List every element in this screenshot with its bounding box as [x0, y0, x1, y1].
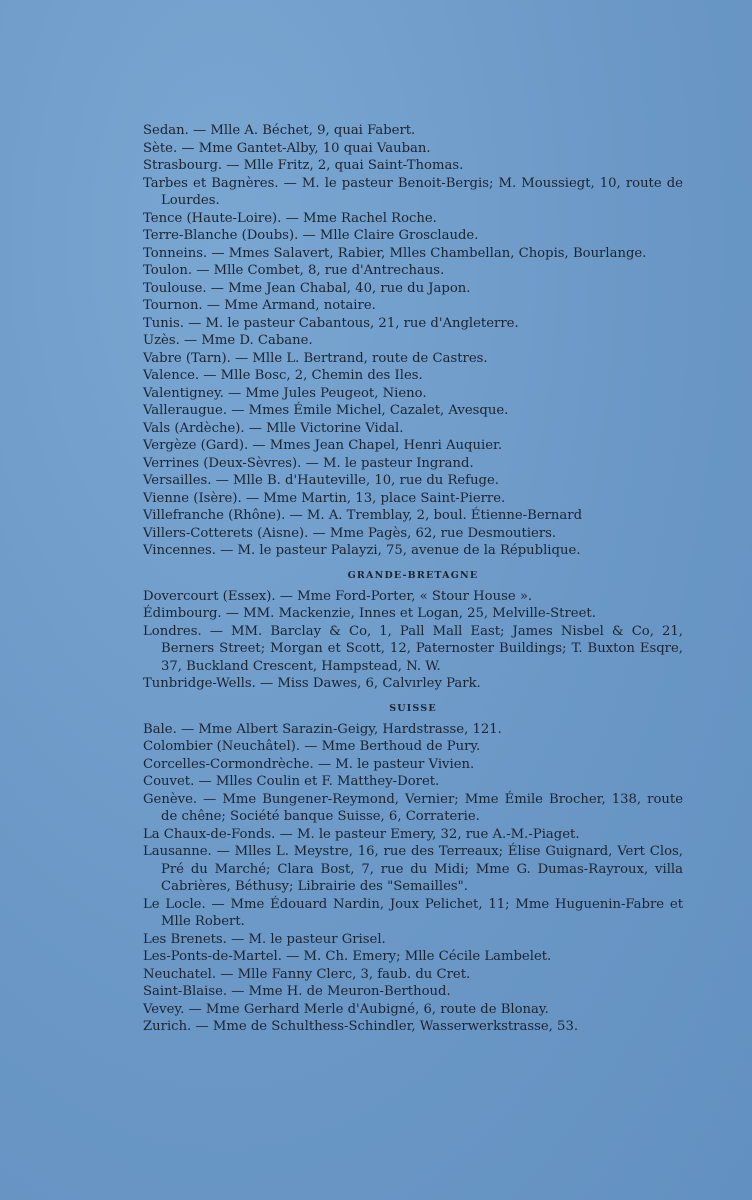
list-entry: Tournon. — Mme Armand, notaire. [143, 298, 376, 313]
list-entry: Zurich. — Mme de Schulthess-Schindler, Wasserwerkstrasse, 53. [143, 1019, 579, 1034]
list-entry: Londres. — MM. Barclay & Co, 1, Pall Mall East; James Nisbel & Co, 21, Berners Street; Morgan et Scott, 12, Paternoster Buildings; T. Buxton Esqre, 37, Buckland Crescent, Hampstead, N. W. [143, 623, 683, 674]
list-entry: Tarbes et Bagnères. — M. le pasteur Benoit-Bergis; M. Moussiegt, 10, route de Lourdes. [143, 175, 683, 208]
list-entry: Sedan. — Mlle A. Béchet, 9, quai Fabert. [143, 123, 416, 138]
list-entry: Uzès. — Mme D. Cabane. [143, 333, 313, 348]
list-entry: Verrines (Deux-Sèvres). — M. le pasteur Ingrand. [143, 455, 474, 471]
list-entry: Dovercourt (Essex). — Mme Ford-Porter, « Stour House ». [143, 588, 533, 604]
list-entry: Vergèze (Gard). — Mmes Jean Chapel, Henri Auquier. [143, 438, 503, 453]
list-entry: Les-Ponts-de-Martel. — M. Ch. Emery; Mlle Cécile Lambelet. [143, 949, 552, 964]
list-entry: Terre-Blanche (Doubs). — Mlle Claire Grosclaude. [143, 228, 479, 243]
list-entry: Sète. — Mme Gantet-Alby, 10 quai Vauban. [143, 140, 431, 156]
section-heading-gb: GRANDE-BRETAGNE [347, 569, 479, 581]
section-heading-ch: SUISSE [389, 702, 437, 714]
list-entry: Valence. — Mlle Bosc, 2, Chemin des Iles. [143, 368, 423, 383]
list-entry: Toulon. — Mlle Combet, 8, rue d'Antrechaus. [143, 263, 445, 278]
list-entry: Neuchatel. — Mlle Fanny Clerc, 3, faub. du Cret. [143, 966, 471, 982]
list-entry: Valentigney. — Mme Jules Peugeot, Nieno. [143, 385, 427, 401]
list-entry: Édimbourg. — MM. Mackenzie, Innes et Logan, 25, Melville-Street. [143, 606, 596, 621]
list-entry: Tunbridge-Wells. — Miss Dawes, 6, Calvırley Park. [143, 676, 481, 691]
list-entry: Lausanne. — Mlles L. Meystre, 16, rue des Terreaux; Élise Guignard, Vert Clos, Pré du Marché; Clara Bost, 7, rue du Midi; Mme G. Dumas-Rayroux, villa Cabrières, Béthusy; Librairie des "Semailles". [143, 844, 683, 894]
list-entry: Vabre (Tarn). — Mlle L. Bertrand, route de Castres. [143, 350, 488, 366]
france-section [143, 122, 683, 560]
list-entry: Bale. — Mme Albert Sarazin-Geigy, Hardstrasse, 121. [143, 721, 502, 737]
list-entry: Couvet. — Mlles Coulin et F. Matthey-Doret. [143, 774, 440, 789]
list-entry: Tonneins. — Mmes Salavert, Rabier, Mlles Chambellan, Chopis, Bourlange. [143, 245, 647, 261]
list-entry: La Chaux-de-Fonds. — M. le pasteur Emery, 32, rue A.-M.-Piaget. [143, 826, 580, 842]
list-entry: Vevey. — Mme Gerhard Merle d'Aubigné, 6, route de Blonay. [143, 1001, 549, 1017]
list-entry: Le Locle. — Mme Édouard Nardin, Joux Pelichet, 11; Mme Huguenin-Fabre et Mlle Robert. [143, 896, 683, 929]
list-entry: Versailles. — Mlle B. d'Hauteville, 10, rue du Refuge. [143, 473, 499, 488]
list-entry: Strasbourg. — Mlle Fritz, 2, quai Saint-Thomas. [143, 158, 464, 173]
list-entry: Saint-Blaise. — Mme H. de Meuron-Berthoud. [143, 984, 451, 999]
list-entry: Toulouse. — Mme Jean Chabal, 40, rue du Japon. [143, 280, 471, 296]
list-entry: Vincennes. — M. le pasteur Palayzi, 75, avenue de la République. [143, 543, 581, 558]
list-entry: Tunis. — M. le pasteur Cabantous, 21, rue d'Angleterre. [143, 315, 519, 331]
list-entry: Vienne (Isère). — Mme Martin, 13, place Saint-Pierre. [143, 490, 506, 506]
ch-section [143, 721, 683, 1036]
list-entry: Valleraugue. — Mmes Émile Michel, Cazalet, Avesque. [143, 403, 509, 418]
list-entry: Tence (Haute-Loire). — Mme Rachel Roche. [143, 210, 437, 226]
list-entry: Villers-Cotterets (Aisne). — Mme Pagès, 62, rue Desmoutiers. [143, 525, 557, 541]
list-entry: Vals (Ardèche). — Mlle Victorine Vidal. [143, 420, 404, 436]
list-entry: Les Brenets. — M. le pasteur Grisel. [143, 931, 386, 947]
list-entry: Corcelles-Cormondrèche. — M. le pasteur Vivien. [143, 756, 475, 772]
gb-section [143, 588, 683, 693]
list-entry: Villefranche (Rhône). — M. A. Tremblay, 2, boul. Étienne-Bernard [143, 508, 583, 523]
list-entry: Colombier (Neuchâtel). — Mme Berthoud de Pury. [143, 739, 481, 754]
address-list [143, 122, 683, 1036]
list-entry: Genève. — Mme Bungener-Reymond, Vernier; Mme Émile Brocher, 138, route de chêne; Société banque Suisse, 6, Corraterie. [143, 791, 683, 824]
